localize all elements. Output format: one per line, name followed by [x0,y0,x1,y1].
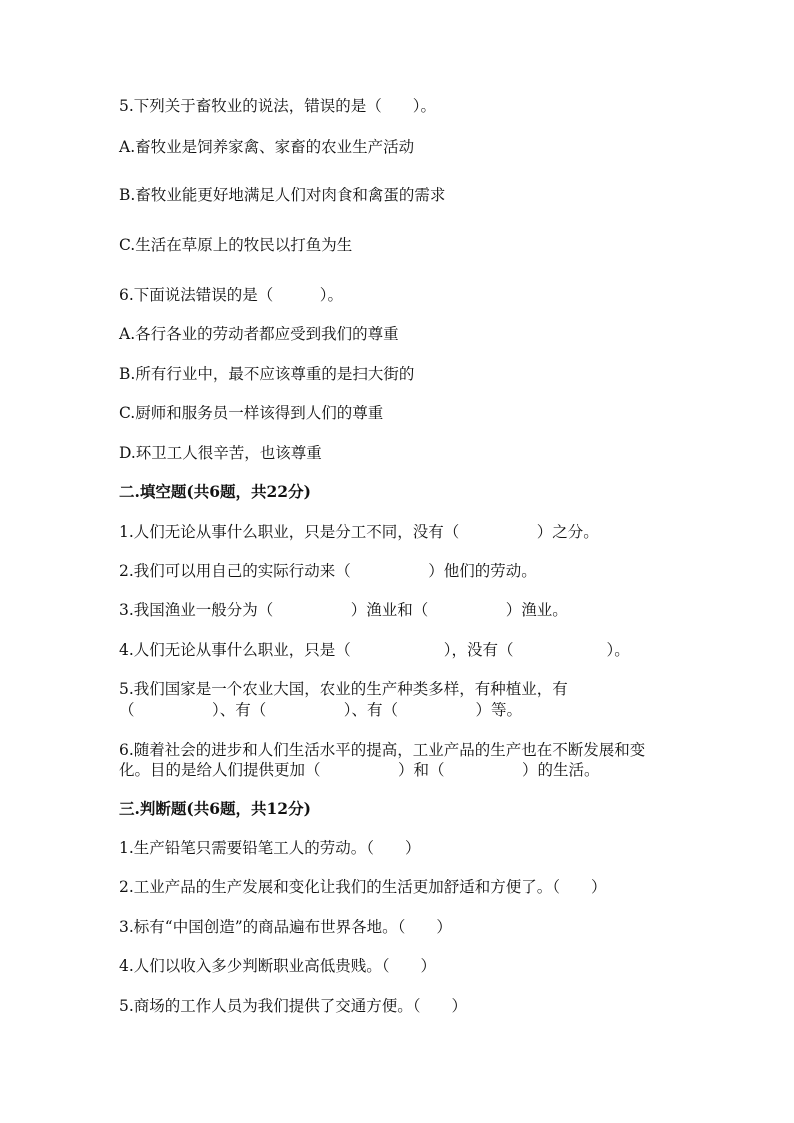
q6-option-a: A.各行各业的劳动者都应受到我们的尊重 [119,325,399,343]
fill-blank-item-6-line2: 化。目的是给人们提供更加（ ）和（ ）的生活。 [119,761,600,779]
q5-option-a: A.畜牧业是饲养家禽、家畜的农业生产活动 [119,138,415,156]
fill-blank-item-3: 3.我国渔业一般分为（ ）渔业和（ ）渔业。 [119,601,568,619]
fill-blank-item-5-line2: （ ）、有（ ）、有（ ）等。 [119,701,523,719]
fill-blank-item-1: 1.人们无论从事什么职业，只是分工不同，没有（ ）之分。 [119,523,599,541]
q6-stem: 6.下面说法错误的是（ ）。 [119,286,344,304]
true-false-item-3: 3.标有“中国创造”的商品遍布世界各地。（ ） [119,918,452,936]
q6-option-b: B.所有行业中，最不应该尊重的是扫大街的 [119,365,415,383]
q5-option-c: C.生活在草原上的牧民以打鱼为生 [119,236,353,254]
fill-blank-item-4: 4.人们无论从事什么职业，只是（ ），没有（ ）。 [119,641,630,659]
true-false-item-4: 4.人们以收入多少判断职业高低贵贱。（ ） [119,957,437,975]
fill-blank-heading: 二.填空题(共6题，共22分) [119,482,311,501]
true-false-item-1: 1.生产铅笔只需要铅笔工人的劳动。（ ） [119,839,421,857]
fill-blank-item-5-line1: 5.我们国家是一个农业大国，农业的生产种类多样，有种植业，有 [119,680,568,698]
q6-option-d: D.环卫工人很辛苦，也该尊重 [119,444,322,462]
true-false-heading: 三.判断题(共6题，共12分) [119,799,311,818]
q5-option-b: B.畜牧业能更好地满足人们对肉食和禽蛋的需求 [119,186,446,204]
q5-stem: 5.下列关于畜牧业的说法，错误的是（ ）。 [119,97,437,115]
q6-option-c: C.厨师和服务员一样该得到人们的尊重 [119,404,384,422]
fill-blank-item-6-line1: 6.随着社会的进步和人们生活水平的提高，工业产品的生产也在不断发展和变 [119,741,646,759]
true-false-item-5: 5.商场的工作人员为我们提供了交通方便。（ ） [119,997,468,1015]
true-false-item-2: 2.工业产品的生产发展和变化让我们的生活更加舒适和方便了。（ ） [119,878,607,896]
fill-blank-item-2: 2.我们可以用自己的实际行动来（ ）他们的劳动。 [119,562,537,580]
